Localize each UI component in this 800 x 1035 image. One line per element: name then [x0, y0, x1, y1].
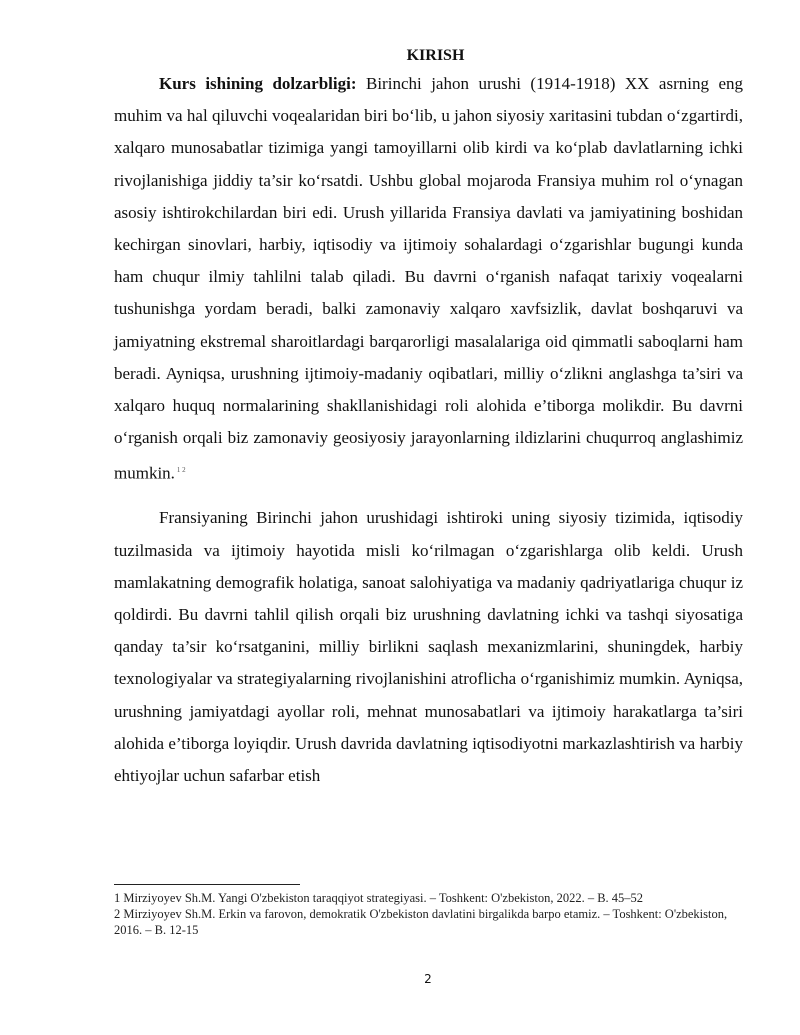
footnote-1: 1 Mirziyoyev Sh.M. Yangi O'zbekiston taraqqiyot strategiyasi. – Toshkent: O'zbekiston, 2022. – B. 45–52: [114, 891, 644, 905]
page-title: KIRISH: [406, 47, 465, 64]
footnote-2: 2 Mirziyoyev Sh.M. Erkin va farovon, demokratik O'zbekiston davlatini birgalikda barpo etamiz. – Toshkent: O'zbekiston, 2016. – B. 12-15: [114, 907, 728, 937]
relevance-text: Birinchi jahon urushi (1914-1918) XX asrning eng muhim va hal qiluvchi voqealaridan biri bo‘lib, u jahon siyosiy xaritasini tubdan o‘zgartirdi, xalqaro munosabatlar tizimiga yangi tamoyillarni olib kirdi va ko‘plab davlatlarning ichki rivojlanishiga jiddiy ta’sir ko‘rsatdi. Ushbu global mojaroda Fransiya muhim rol o‘ynagan asosiy ishtirokchilardan biri edi. Urush yillarida Fransiya davlati va jamiyatining boshidan kechirgan sinovlari, harbiy, iqtisodiy va ijtimoiy sohalardagi o‘zgarishlar bugungi kunda ham chuqur ilmiy tahlilni talab qiladi. Bu davrni o‘rganish nafaqat tarixiy voqealarni tushunishga yordam beradi, balki zamonaviy xalqaro xavfsizlik, davlat boshqaruvi va jamiyatning ekstremal sharoitlardagi barqarorligi masalalariga oid qimmatli saboqlarni ham beradi. Ayniqsa, urushning ijtimoiy-madaniy oqibatlari, milliy o‘zlikni anglashga ta’siri va xalqaro huquq normalarining shakllanishidagi roli alohida e’tiborga molikdir. Bu davrni o‘rganish orqali biz zamonaviy geosiyosiy jarayonlarning ildizlarini chuqurroq anglashimiz mumkin.: [114, 74, 743, 484]
document-body: [114, 44, 743, 792]
paragraph-france: Fransiyaning Birinchi jahon urushidagi ishtiroki uning siyosiy tizimida, iqtisodiy tuzilmasida va ijtimoiy hayotida misli ko‘rilmagan o‘zgarishlarga olib keldi. Urush mamlakatning demografik holatiga, sanoat salohiyatiga va madaniy qadriyatlariga chuqur iz qoldirdi. Bu davrni tahlil qilish orqali biz urushning davlatning ichki va tashqi siyosatiga qanday ta’sir ko‘rsatganini, milliy birlikni saqlash mexanizmlarini, shuningdek, harbiy texnologiyalar va strategiyalarning rivojlanishini atroflicha o‘rganishimiz mumkin. Ayniqsa, urushning jamiyatdagi ayollar roli, mehnat munosabatlari va ijtimoiy harakatlarga ta’siri alohida e’tiborga loyiqdir. Urush davrida davlatning iqtisodiyotni markazlashtirish va harbiy ehtiyojlar uchun safarbar etish: [114, 508, 743, 785]
footnote-refs: 1 2: [176, 466, 186, 475]
footnotes: [114, 890, 746, 938]
page-number: 2: [424, 972, 432, 986]
footnote-divider: [114, 884, 300, 885]
relevance-heading: Kurs ishining dolzarbligi:: [159, 74, 357, 93]
paragraph-relevance: [114, 68, 743, 490]
